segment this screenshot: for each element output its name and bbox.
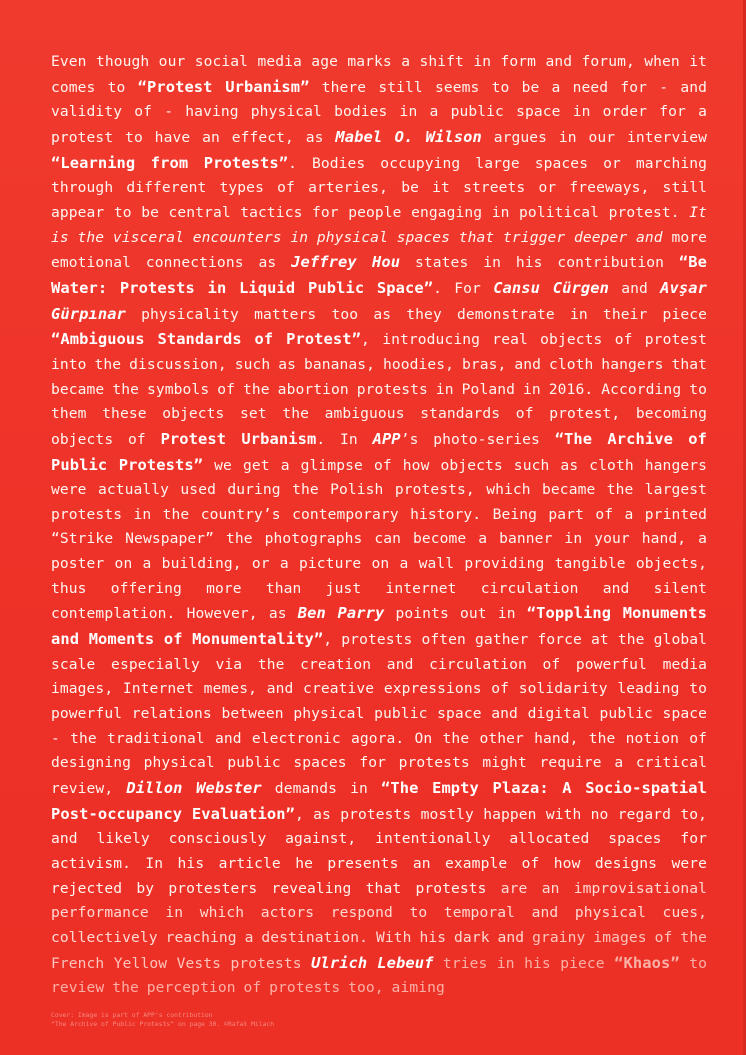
- title-ambiguous-standards: “Ambiguous Standards of Protest”: [51, 330, 362, 349]
- text-run: . Bodies occupying large spaces or marching through different types of arteries, be it streets or freeways, still appear to be central tactics for people engaging in political protest.: [51, 154, 707, 221]
- title-archive-of-public-protests: “The Archive of Public Protests”: [51, 429, 707, 474]
- text-run: states in his contribution: [400, 254, 679, 272]
- title-protest-urbanism: “Protest Urbanism”: [137, 77, 310, 96]
- caption-line-1: Cover: Image is part of APP’s contribution: [51, 1011, 213, 1019]
- text-run: we get a glimpse of how objects such as cloth hangers were actually used during the Polish protests, which became the largest protests in the country’s contemporary history. Being part of a printed “Strike Newspaper” the photographs can become a banner in your hand, a poster on a building, or a picture on a wall providing tangible objects, thus offering more than just internet circulation and silent contemplation. However, as: [51, 456, 707, 623]
- text-run: there still seems to be a need for - and validity of - having physical bodies in a public space in order for a protest to have an effect, as: [51, 78, 707, 146]
- title-empty-plaza: “The Empty Plaza: A Socio-spatial Post-occupancy Evaluation”: [51, 779, 708, 823]
- italic-phrase: It is the visceral encounters in physical spaces that trigger deeper and: [51, 203, 707, 246]
- text-run: , protests often gather force at the global scale especially via the creation and circulation of powerful media images, Internet memes, and creative expressions of solidarity leading to powerful relations between physical public space and digital public space - the traditional and electronic agora. On the other hand, the notion of designing physical public spaces for protests might require a critical review,: [51, 631, 707, 798]
- text-run: and: [608, 279, 661, 297]
- text-run: , as protests mostly happen with no regard to, and likely consciously against, intentionally allocated spaces for activism. In his article he presents an example of how designs were rejected by protesters revealing that protests: [51, 805, 708, 897]
- title-toppling-monuments: “Toppling Monuments and Moments of Monumentality”: [51, 604, 707, 649]
- title-learning-from-protests: “Learning from Protests”: [51, 153, 289, 172]
- author-ulrich-lebeuf: Ulrich Lebeuf: [311, 953, 434, 972]
- author-dillon-webster: Dillon Webster: [126, 779, 262, 798]
- text-run: points out in: [384, 605, 527, 623]
- editorial-paragraph: [51, 50, 707, 1001]
- text-run: grainy images of the French Yellow Vests protests: [51, 928, 707, 972]
- text-run: and physical cues, collectively reaching a destination. With his dark and: [51, 904, 707, 946]
- author-avsar-gurpinar: Avşar Gürpınar: [51, 278, 707, 323]
- text-run: . For: [433, 279, 494, 297]
- author-ben-parry: Ben Parry: [297, 604, 385, 623]
- text-run: demands in: [261, 780, 382, 798]
- text-run: are an improvisational performance in which actors respond to temporal: [51, 879, 707, 922]
- title-khaos: “Khaos”: [614, 953, 680, 972]
- text-run: argues in our interview: [481, 128, 707, 146]
- text-run: . In: [316, 430, 373, 448]
- text-run: tries in his piece: [433, 954, 615, 972]
- text-run: to review the perception of protests too, aiming: [51, 954, 707, 997]
- caption-line-2: “The Archive of Public Protests” on page 30. ©Rafał Milach: [51, 1020, 275, 1028]
- text-run: , introducing real objects of protest into the discussion, such as bananas, hoodies, bras, and cloth hangers that became the symbols of the abortion protests in Poland in 2016. According to them these objects set the ambiguous standards of protest, becoming objects of: [51, 331, 707, 448]
- text-run: Even though our social media age marks a shift in form and forum, when it comes to: [51, 53, 707, 96]
- author-cansu-curgen: Cansu Cürgen: [493, 278, 609, 297]
- text-run: physicality matters too as they demonstrate in their piece: [125, 305, 707, 323]
- author-mabel-wilson: Mabel O. Wilson: [335, 127, 482, 146]
- term-protest-urbanism: Protest Urbanism: [160, 429, 317, 448]
- author-jeffrey-hou: Jeffrey Hou: [291, 253, 401, 272]
- cover-caption: [51, 1011, 451, 1029]
- author-app: APP: [372, 429, 401, 448]
- text-run: ’s photo-series: [400, 430, 555, 448]
- text-run: more emotional connections as: [51, 228, 707, 272]
- title-be-water: “Be Water: Protests in Liquid Public Space”: [51, 253, 707, 297]
